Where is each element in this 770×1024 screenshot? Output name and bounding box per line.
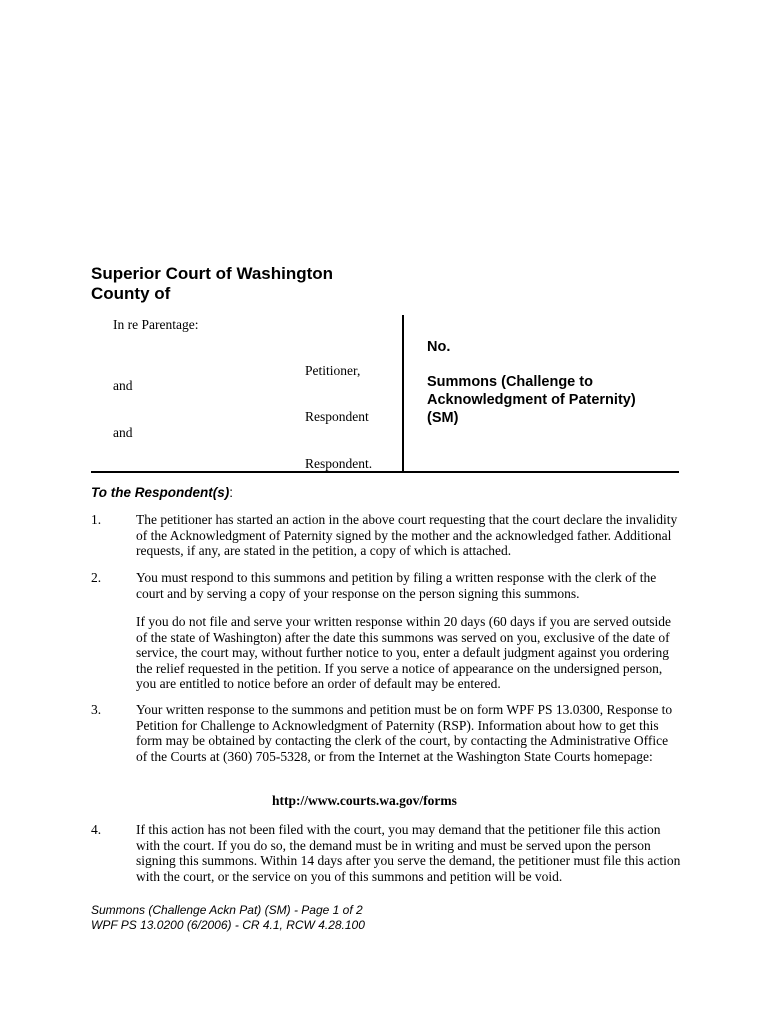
to-respondents-colon: : [229,485,234,500]
forms-url[interactable]: http://www.courts.wa.gov/forms [272,793,457,808]
court-header [91,264,333,304]
item-number: 1. [91,512,102,527]
and-label: and [113,378,133,393]
and-label: and [113,425,133,440]
item-text: Your written response to the summons and petition must be on form WPF PS 13.0300, Response to Petition for Challenge to Acknowledgment of Paternity (RSP). Information about how to get this form may be obtained by contacting the clerk of the court, by contacting the Administrative Office of the Courts at (360) 705-5328, or from the Internet at the Washington State Courts homepage: [136,702,673,764]
item-number: 4. [91,822,102,837]
case-caption [91,315,679,473]
case-number-label: No. [427,339,451,355]
petitioner-label: Petitioner, [305,363,361,378]
to-respondents-text: To the Respondent(s) [91,485,230,500]
caption-divider [402,315,404,471]
court-name: Superior Court of Washington [91,264,334,283]
item-number: 3. [91,702,102,717]
county-name: County of [91,284,171,303]
respondent-label: Respondent. [305,456,373,471]
item-text: If you do not file and serve your written response within 20 days (60 days if you are served outside of the state of Washington) after the date this summons was served on you, exclusive of the date of service, the court may, without further notice to you, enter a default judgment against you ordering the relief requested in the petition. If you serve a notice of appearance on the undersigned person, you are entitled to notice before an order of default may be entered. [136,614,671,691]
item-text: If this action has not been filed with the court, you may demand that the petitioner file this action with the court. If you do so, the demand must be in writing and must be served upon the person signing this summons. Within 14 days after you serve the demand, the petitioner must file this action with the court, or the service on you of this summons and petition will be void. [136,822,681,884]
footer-line: WPF PS 13.0200 (6/2006) - CR 4.1, RCW 4.28.100 [91,918,365,932]
footer-line: Summons (Challenge Ackn Pat) (SM) - Page 1 of 2 [91,903,363,917]
document-title-line: Acknowledgment of Paternity) [427,392,636,408]
respondent-label: Respondent [305,409,369,424]
in-re-label: In re Parentage: [113,317,199,332]
page-footer [91,903,365,933]
item-text: The petitioner has started an action in the above court requesting that the court declare the invalidity of the Acknowledgment of Paternity signed by the mother and the acknowledged father. Additional requests, if any, are stated in the petition, a copy of which is attached. [136,512,678,558]
item-text: You must respond to this summons and petition by filing a written response with the clerk of the court and by serving a copy of your response on the person signing this summons. [136,570,657,601]
document-title [427,373,636,427]
document-title-line: (SM) [427,410,459,426]
to-respondents-heading [91,485,233,500]
item-number: 2. [91,570,102,585]
document-title-line: Summons (Challenge to [427,374,593,390]
